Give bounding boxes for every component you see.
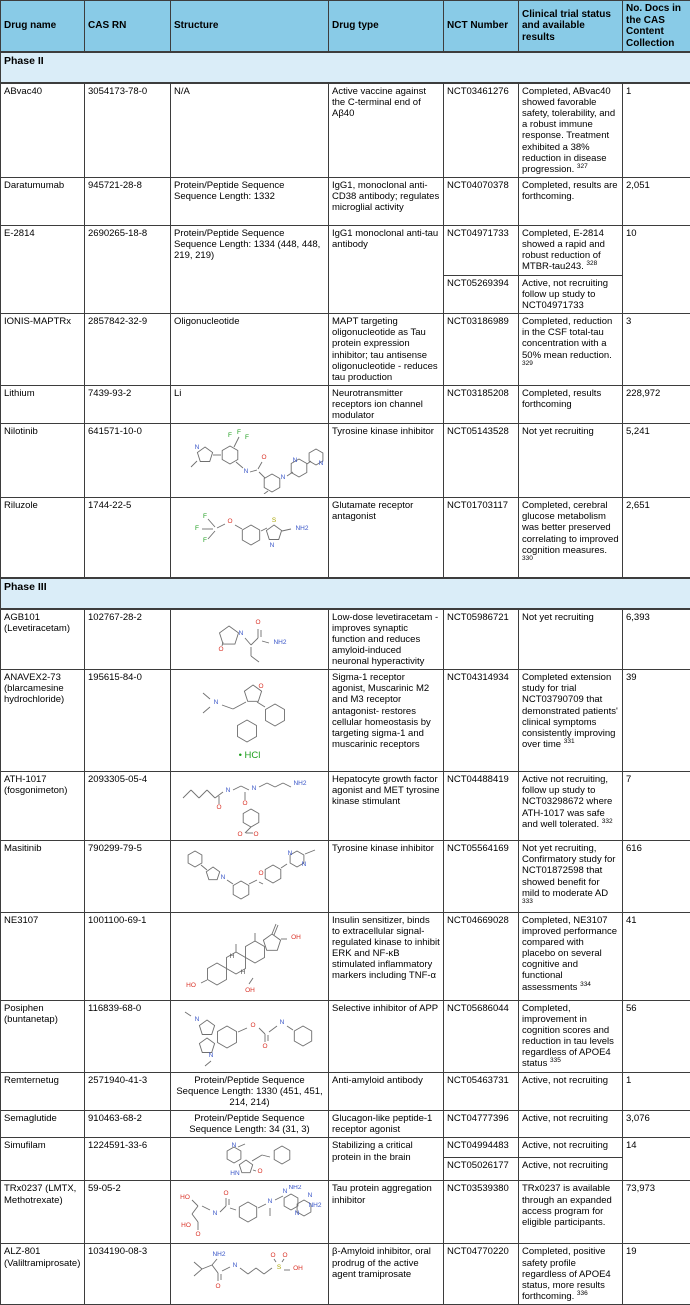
- hcl-annotation: • HCl: [174, 750, 325, 761]
- cas-rn-cell: 790299-79-5: [85, 841, 171, 913]
- nct-number-cell: NCT04777396: [444, 1111, 519, 1138]
- drug-type-cell: Tau protein aggregation inhibitor: [329, 1181, 444, 1244]
- svg-text:F: F: [237, 429, 241, 436]
- table-row: [1, 609, 690, 670]
- nct-number-cell: NCT03186989: [444, 314, 519, 386]
- docs-count-cell: 3,076: [623, 1111, 690, 1138]
- docs-count-cell: 14: [623, 1138, 690, 1181]
- drug-type-cell: Low-dose levetiracetam - improves synaptic function and reduces amyloid-induced neuronal hyperactivity: [329, 609, 444, 670]
- structure-cell: [171, 1111, 329, 1138]
- table-row: [1, 670, 690, 772]
- status-text: Not yet recruiting: [522, 612, 594, 623]
- cas-rn-cell: 102767-28-2: [85, 609, 171, 670]
- molecule-structure-riluzole: [175, 502, 325, 556]
- docs-count-cell: 41: [623, 912, 690, 1000]
- structure-cell: [171, 609, 329, 670]
- table-row: [1, 1138, 690, 1158]
- nct-number-cell: NCT03461276: [444, 83, 519, 177]
- drug-name-cell: E-2814: [1, 225, 85, 313]
- docs-count-cell: 2,651: [623, 498, 690, 578]
- column-header-nct-number: NCT Number: [444, 1, 519, 53]
- status-text: Not yet recruiting, Confirmatory study for NCT01872598 that showed benefit for mild to moderate AD: [522, 843, 615, 898]
- molecule-structure-agb101: [195, 614, 305, 666]
- citation-ref: 327: [577, 163, 588, 170]
- cas-rn-cell: 1034190-08-3: [85, 1244, 171, 1305]
- svg-text:OH: OH: [245, 987, 255, 994]
- nct-number-cell: NCT04669028: [444, 912, 519, 1000]
- column-header-docs-count: No. Docs in the CAS Content Collection: [623, 1, 690, 53]
- svg-text:N: N: [279, 1019, 284, 1026]
- table-row: [1, 1244, 690, 1305]
- status-text: Active, not recruiting: [522, 1075, 608, 1086]
- status-text: Completed, positive safety profile regardless of APOE4 status, more results forthcoming.: [522, 1246, 611, 1301]
- citation-ref: 335: [550, 1057, 561, 1064]
- svg-text:O: O: [242, 800, 247, 807]
- svg-text:O: O: [261, 454, 266, 461]
- svg-text:O: O: [227, 518, 232, 525]
- cas-rn-cell: 7439-93-2: [85, 385, 171, 423]
- svg-text:N: N: [307, 1192, 312, 1199]
- nct-number-cell: NCT04314934: [444, 670, 519, 772]
- structure-cell: [171, 772, 329, 841]
- nct-number-cell: NCT05269394: [444, 275, 519, 313]
- svg-text:NH2: NH2: [288, 1185, 301, 1191]
- svg-text:N: N: [269, 542, 274, 549]
- status-cell: [519, 772, 623, 841]
- citation-ref: 333: [522, 898, 533, 905]
- drug-type-cell: IgG1, monoclonal anti-CD38 antibody; regulates microglial activity: [329, 177, 444, 225]
- molecule-structure-masitinib: [175, 845, 325, 905]
- svg-text:O: O: [258, 683, 263, 690]
- citation-ref: 334: [580, 980, 591, 987]
- svg-text:OH: OH: [293, 1265, 303, 1272]
- docs-count-cell: 2,051: [623, 177, 690, 225]
- status-text: Completed, E-2814 showed a rapid and robust reduction of MTBR-tau243.: [522, 228, 605, 272]
- svg-text:N: N: [287, 850, 292, 857]
- table-row: [1, 1000, 690, 1072]
- citation-ref: 328: [586, 260, 597, 267]
- status-text: Active, not recruiting: [522, 1160, 608, 1171]
- svg-text:O: O: [257, 1168, 262, 1175]
- svg-text:HO: HO: [181, 1222, 191, 1229]
- docs-count-cell: 10: [623, 225, 690, 313]
- table-row: [1, 1111, 690, 1138]
- drug-name-cell: Posiphen (buntanetap): [1, 1000, 85, 1072]
- molecule-structure-nilotinib: [175, 428, 325, 494]
- cas-rn-cell: 641571-10-0: [85, 424, 171, 498]
- drug-type-cell: Selective inhibitor of APP: [329, 1000, 444, 1072]
- table-row: [1, 83, 690, 177]
- drug-name-cell: ANAVEX2-73 (blarcamesine hydrochloride): [1, 670, 85, 772]
- svg-text:O: O: [270, 1252, 275, 1259]
- drug-name-cell: Simufilam: [1, 1138, 85, 1181]
- status-cell: [519, 841, 623, 913]
- structure-cell: [171, 670, 329, 772]
- table-row: [1, 385, 690, 423]
- svg-text:O: O: [253, 831, 258, 838]
- structure-cell: [171, 177, 329, 225]
- phase-row: [1, 578, 690, 609]
- svg-text:N: N: [194, 444, 199, 451]
- svg-text:N: N: [231, 1142, 236, 1149]
- drug-type-cell: Hepatocyte growth factor agonist and MET tyrosine kinase stimulant: [329, 772, 444, 841]
- svg-text:N: N: [243, 468, 248, 475]
- citation-ref: 330: [522, 555, 533, 562]
- molecule-structure-simufilam: [190, 1142, 310, 1178]
- svg-text:NH2: NH2: [273, 639, 286, 646]
- cas-rn-cell: 2571940-41-3: [85, 1072, 171, 1110]
- docs-count-cell: 19: [623, 1244, 690, 1305]
- status-cell: [519, 609, 623, 670]
- cas-rn-cell: 59-05-2: [85, 1181, 171, 1244]
- docs-count-cell: 73,973: [623, 1181, 690, 1244]
- status-text: Completed, reduction in the CSF total-tau concentration with a 50% mean reduction.: [522, 316, 612, 360]
- svg-text:N: N: [213, 699, 218, 706]
- status-text: Completed, results are forthcoming.: [522, 180, 618, 202]
- molecule-structure-ath1017: [175, 776, 325, 838]
- svg-text:O: O: [216, 804, 221, 811]
- drug-name-cell: IONIS-MAPTRx: [1, 314, 85, 386]
- svg-text:F: F: [245, 434, 249, 441]
- svg-text:N: N: [251, 785, 256, 792]
- citation-ref: 332: [602, 818, 613, 825]
- cas-rn-cell: 910463-68-2: [85, 1111, 171, 1138]
- nct-number-cell: NCT04770220: [444, 1244, 519, 1305]
- structure-cell: [171, 1181, 329, 1244]
- drug-type-cell: MAPT targeting oligonucleotide as Tau protein expression inhibitor; tau antisense oligonucleotide - reduces tau production: [329, 314, 444, 386]
- status-text: Completed extension study for trial NCT03790709 that demonstrated patients' clinical symptoms consistently improving over time: [522, 672, 618, 750]
- svg-text:HO: HO: [180, 1194, 190, 1201]
- cas-rn-cell: 1001100-69-1: [85, 912, 171, 1000]
- svg-text:O: O: [282, 1252, 287, 1259]
- header-row: [1, 1, 690, 53]
- status-text: Completed, cerebral glucose metabolism was better preserved correlating to improved cognition measures.: [522, 500, 619, 555]
- docs-count-cell: 6,393: [623, 609, 690, 670]
- svg-text:OH: OH: [291, 934, 301, 941]
- svg-text:NH2: NH2: [293, 780, 306, 787]
- table-row: [1, 841, 690, 913]
- table-row: [1, 1072, 690, 1110]
- drug-name-cell: Masitinib: [1, 841, 85, 913]
- docs-count-cell: 3: [623, 314, 690, 386]
- drug-name-cell: Nilotinib: [1, 424, 85, 498]
- status-text: Active, not recruiting: [522, 1140, 608, 1151]
- column-header-drug-name: Drug name: [1, 1, 85, 53]
- status-text: Completed, ABvac40 showed favorable safety, tolerability, and a robust immune response. Treatment exhibited a 38% reduction in disease progression.: [522, 86, 615, 175]
- svg-text:F: F: [195, 525, 199, 532]
- status-cell: [519, 1111, 623, 1138]
- cas-rn-cell: 3054173-78-0: [85, 83, 171, 177]
- nct-number-cell: NCT03539380: [444, 1181, 519, 1244]
- status-text: TRx0237 is available through an expanded access program for eligible participants.: [522, 1183, 612, 1227]
- status-text: Active, not recruiting follow up study to NCT04971733: [522, 278, 608, 311]
- drug-name-cell: Daratumumab: [1, 177, 85, 225]
- drug-type-cell: Stabilizing a critical protein in the brain: [329, 1138, 444, 1181]
- molecule-structure-ne3107: [175, 917, 325, 995]
- svg-text:O: O: [215, 1283, 220, 1290]
- cas-rn-cell: 945721-28-8: [85, 177, 171, 225]
- svg-text:O: O: [195, 1231, 200, 1238]
- nct-number-cell: NCT04488419: [444, 772, 519, 841]
- drug-type-cell: Active vaccine against the C-terminal end of Aβ40: [329, 83, 444, 177]
- structure-text: Protein/Peptide Sequence Sequence Length: 1330 (451, 451, 214, 214): [174, 1075, 325, 1108]
- status-text: Completed, NE3107 improved performance compared with placebo on several cognitive and functional assessments: [522, 915, 617, 993]
- table-row: [1, 314, 690, 386]
- structure-cell: [171, 1000, 329, 1072]
- drug-type-cell: Tyrosine kinase inhibitor: [329, 841, 444, 913]
- status-text: Completed, results forthcoming: [522, 388, 601, 410]
- citation-ref: 331: [564, 738, 575, 745]
- cas-rn-cell: 2857842-32-9: [85, 314, 171, 386]
- svg-text:N: N: [318, 460, 323, 467]
- svg-text:O: O: [258, 870, 263, 877]
- status-cell: [519, 275, 623, 313]
- svg-text:N: N: [194, 1016, 199, 1023]
- status-cell: [519, 177, 623, 225]
- nct-number-cell: NCT01703117: [444, 498, 519, 578]
- svg-text:HO: HO: [186, 982, 196, 989]
- cas-rn-cell: 1224591-33-6: [85, 1138, 171, 1181]
- status-cell: [519, 912, 623, 1000]
- svg-text:N: N: [294, 1210, 299, 1217]
- status-cell: [519, 1138, 623, 1158]
- table-body: [1, 52, 690, 1304]
- docs-count-cell: 56: [623, 1000, 690, 1072]
- svg-text:NH2: NH2: [295, 525, 308, 532]
- svg-text:N: N: [225, 787, 230, 794]
- svg-text:N: N: [212, 1210, 217, 1217]
- status-text: Active not recruiting, follow up study to NCT03298672 where ATH-1017 was safe and well tolerated.: [522, 774, 612, 829]
- table-row: [1, 177, 690, 225]
- svg-text:N: N: [208, 1052, 213, 1059]
- status-cell: [519, 670, 623, 772]
- nct-number-cell: NCT05463731: [444, 1072, 519, 1110]
- nct-number-cell: NCT04070378: [444, 177, 519, 225]
- drug-type-cell: Anti-amyloid antibody: [329, 1072, 444, 1110]
- nct-number-cell: NCT04994483: [444, 1138, 519, 1158]
- drug-name-cell: ALZ-801 (Valiltramiprosate): [1, 1244, 85, 1305]
- svg-text:F: F: [228, 432, 232, 439]
- structure-cell: [171, 498, 329, 578]
- status-text: Active, not recruiting: [522, 1113, 608, 1124]
- nct-number-cell: NCT03185208: [444, 385, 519, 423]
- structure-cell: [171, 225, 329, 313]
- structure-cell: [171, 1244, 329, 1305]
- docs-count-cell: 5,241: [623, 424, 690, 498]
- drug-type-cell: Glutamate receptor antagonist: [329, 498, 444, 578]
- structure-cell: [171, 1138, 329, 1181]
- drug-name-cell: AGB101 (Levetiracetam): [1, 609, 85, 670]
- svg-text:N: N: [280, 474, 285, 481]
- cas-rn-cell: 195615-84-0: [85, 670, 171, 772]
- structure-text: Protein/Peptide Sequence Sequence Length: 34 (31, 3): [174, 1113, 325, 1135]
- status-cell: [519, 314, 623, 386]
- phase-label: Phase III: [1, 578, 690, 609]
- docs-count-cell: 616: [623, 841, 690, 913]
- drug-name-cell: TRx0237 (LMTX, Methotrexate): [1, 1181, 85, 1244]
- drug-name-cell: Riluzole: [1, 498, 85, 578]
- molecule-structure-anavex: [175, 674, 325, 750]
- docs-count-cell: 1: [623, 83, 690, 177]
- molecule-structure-posiphen: [175, 1005, 325, 1067]
- drug-name-cell: Lithium: [1, 385, 85, 423]
- citation-ref: 329: [522, 359, 533, 366]
- nct-number-cell: NCT05986721: [444, 609, 519, 670]
- svg-text:NH2: NH2: [308, 1202, 321, 1209]
- status-cell: [519, 498, 623, 578]
- status-cell: [519, 1244, 623, 1305]
- svg-text:N: N: [282, 1188, 287, 1195]
- table-row: [1, 225, 690, 275]
- cas-rn-cell: 116839-68-0: [85, 1000, 171, 1072]
- docs-count-cell: 39: [623, 670, 690, 772]
- svg-text:F: F: [203, 513, 207, 520]
- drug-type-cell: Neurotransmitter receptors ion channel modulator: [329, 385, 444, 423]
- nct-number-cell: NCT05686044: [444, 1000, 519, 1072]
- structure-text: Protein/Peptide Sequence Sequence Length: 1334 (448, 448, 219, 219): [174, 228, 325, 261]
- column-header-structure: Structure: [171, 1, 329, 53]
- table-row: [1, 772, 690, 841]
- svg-text:H: H: [229, 953, 234, 960]
- molecule-structure-trx0237: [175, 1185, 325, 1241]
- table-row: [1, 424, 690, 498]
- svg-text:O: O: [255, 619, 260, 626]
- structure-text: Protein/Peptide Sequence Sequence Length: 1332: [174, 180, 325, 202]
- table-row: [1, 1181, 690, 1244]
- svg-text:N: N: [220, 874, 225, 881]
- drug-type-cell: Glucagon-like peptide-1 receptor agonist: [329, 1111, 444, 1138]
- svg-text:N: N: [233, 1262, 238, 1269]
- svg-text:N: N: [292, 457, 297, 464]
- status-cell: [519, 385, 623, 423]
- docs-count-cell: 228,972: [623, 385, 690, 423]
- drug-name-cell: NE3107: [1, 912, 85, 1000]
- structure-cell: [171, 1072, 329, 1110]
- svg-text:O: O: [223, 1190, 228, 1197]
- status-cell: [519, 225, 623, 275]
- svg-text:HN: HN: [230, 1170, 240, 1177]
- status-text: Not yet recruiting: [522, 426, 594, 437]
- table-row: [1, 498, 690, 578]
- svg-text:H: H: [240, 969, 245, 976]
- structure-cell: [171, 314, 329, 386]
- nct-number-cell: NCT05026177: [444, 1158, 519, 1181]
- table-row: [1, 912, 690, 1000]
- structure-cell: [171, 424, 329, 498]
- structure-text: Oligonucleotide: [174, 316, 325, 327]
- nct-number-cell: NCT05564169: [444, 841, 519, 913]
- status-cell: [519, 1181, 623, 1244]
- status-cell: [519, 1000, 623, 1072]
- svg-text:NH2: NH2: [212, 1251, 225, 1258]
- status-text: Completed, improvement in cognition scores and reduction in tau levels regardless of APOE4 status: [522, 1003, 614, 1070]
- cas-rn-cell: 2093305-05-4: [85, 772, 171, 841]
- cas-rn-cell: 1744-22-5: [85, 498, 171, 578]
- cas-rn-cell: 2690265-18-8: [85, 225, 171, 313]
- svg-text:N: N: [301, 861, 306, 868]
- drug-type-cell: Tyrosine kinase inhibitor: [329, 424, 444, 498]
- status-cell: [519, 83, 623, 177]
- phase-row: [1, 52, 690, 83]
- docs-count-cell: 1: [623, 1072, 690, 1110]
- structure-cell: [171, 385, 329, 423]
- column-header-drug-type: Drug type: [329, 1, 444, 53]
- structure-text: Li: [174, 388, 325, 399]
- column-header-clinical-trial-status: Clinical trial status and available results: [519, 1, 623, 53]
- drug-name-cell: ATH-1017 (fosgonimeton): [1, 772, 85, 841]
- structure-cell: [171, 912, 329, 1000]
- citation-ref: 336: [577, 1290, 588, 1297]
- svg-text:S: S: [277, 1264, 282, 1271]
- nct-number-cell: NCT05143528: [444, 424, 519, 498]
- status-cell: [519, 1072, 623, 1110]
- svg-text:O: O: [250, 1022, 255, 1029]
- svg-text:N: N: [267, 1198, 272, 1205]
- nct-number-cell: NCT04971733: [444, 225, 519, 275]
- drug-type-cell: IgG1 monoclonal anti-tau antibody: [329, 225, 444, 313]
- drug-name-cell: Semaglutide: [1, 1111, 85, 1138]
- drug-name-cell: Remternetug: [1, 1072, 85, 1110]
- drug-type-cell: β-Amyloid inhibitor, oral prodrug of the active agent tramiprosate: [329, 1244, 444, 1305]
- structure-text: N/A: [174, 86, 325, 97]
- molecule-structure-alz801: [182, 1248, 317, 1294]
- svg-text:S: S: [271, 517, 276, 524]
- structure-cell: [171, 83, 329, 177]
- docs-count-cell: 7: [623, 772, 690, 841]
- svg-text:O: O: [218, 646, 223, 653]
- svg-text:O: O: [262, 1043, 267, 1050]
- phase-label: Phase II: [1, 52, 690, 83]
- status-cell: [519, 1158, 623, 1181]
- status-cell: [519, 424, 623, 498]
- structure-cell: [171, 841, 329, 913]
- svg-text:N: N: [238, 630, 243, 637]
- column-header-cas-rn: CAS RN: [85, 1, 171, 53]
- drug-name-cell: ABvac40: [1, 83, 85, 177]
- svg-text:O: O: [237, 831, 242, 838]
- svg-text:F: F: [203, 537, 207, 544]
- drug-type-cell: Insulin sensitizer, binds to extracellular signal-regulated kinase to inhibit ERK and NF-κB stimulated inflammatory markers including TNF-α: [329, 912, 444, 1000]
- drug-type-cell: Sigma-1 receptor agonist, Muscarinic M2 and M3 receptor antagonist- restores cellular homeostasis by targeting sigma-1 and muscarinic receptors: [329, 670, 444, 772]
